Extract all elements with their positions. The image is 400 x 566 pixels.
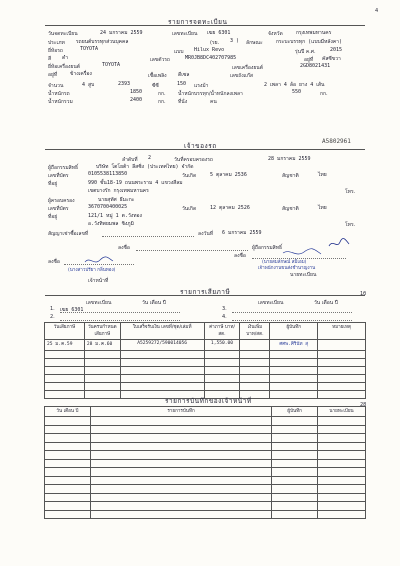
tax-cell [45,375,85,383]
tax-cell [204,375,240,383]
style-value: กระบะบรรทุก (แบบมีหลังคา) [276,39,342,45]
notes-cell [318,468,366,477]
notes-cell [45,451,91,460]
registrar-title: เจ้าพนักงานขนส่งชำนาญงาน [258,266,316,271]
tax-cell [45,391,85,399]
cyl-value: 4 สูบ [82,82,95,88]
notes-cell [45,442,91,451]
rs-label: (รย. [210,40,220,46]
tax-cell [270,367,318,375]
province-label: จังหวัด [268,31,283,37]
type-label: ประเภท [48,40,65,46]
notes-cell [45,502,91,511]
reg-date-value: 24 มกราคม 2559 [100,30,143,36]
table-row [45,340,366,351]
notes-cell [45,417,91,426]
tax-col-surcharge: เงินเพิ่ม บาท/สต. [240,323,270,340]
dob-label: วันเกิด [182,173,197,179]
tax-top-n3: 3. [222,306,227,312]
notes-cell [45,510,91,519]
notes-cell [45,476,91,485]
seq-value: 2 [148,155,152,161]
table-row [45,502,366,511]
model-value: Hilux Revo [194,47,225,53]
table-row [45,476,366,485]
load-value: 550 [292,89,302,95]
tax-cell [84,351,120,359]
rs-value: 3 ) [230,38,240,44]
haddr-line2: อ.วังทิพยมพล ชิงภูมิ [88,221,134,227]
tax-cell [240,375,270,383]
dob-value: 5 ตุลาคม 2536 [210,172,247,178]
notes-cell [45,434,91,443]
notes-cell [90,510,271,519]
table-row [45,468,366,477]
table-row [45,451,366,460]
notes-cell [45,459,91,468]
sign2-role: เจ้าหน้าที่ [88,278,109,284]
load-label: น้ำหนักบรรทุก/น้ำหนักลงเพลา [178,91,243,97]
engine-brand-label: ยี่ห้อเครื่องยนต์ [48,64,81,70]
sign1-role: ผู้ถือกรรมสิทธิ์ [252,245,283,251]
notes-cell [272,417,318,426]
notes-cell [318,476,366,485]
reg-date-label: วันจดทะเบียน [48,31,78,37]
serial-number: A5802961 [322,138,351,145]
section-title-registration: รายการจดทะเบียน [168,18,228,26]
notes-cell [90,468,271,477]
notes-cell [45,468,91,477]
section-title-notes: รายการบันทึกของเจ้าหน้าที่ [165,397,252,405]
tax-cell [84,359,120,367]
notes-cell [272,493,318,502]
tax-hdr-reg-2: เลขทะเบียน [258,300,284,306]
id-label: เลขที่บัตร [48,173,69,179]
notes-cell [272,485,318,494]
reg-no-value: เฆย 6301 [207,30,231,36]
officer-name: (นางสาวปรียา กลิ่นทอง) [68,268,116,273]
hid-label: เลขที่บัตร [48,206,69,212]
tax-cell [120,351,204,359]
section-title-tax: รายการเสียภาษี [180,288,231,296]
haddr-line1: 121/1 หมู่ 1 ต.วังทอง [88,213,142,219]
notes-cell [318,502,366,511]
hid-value: 3670700400025 [88,204,128,210]
notes-cell [272,425,318,434]
notes-cell [45,485,91,494]
type-value: รถยนต์บรรทุกส่วนบุคคล [76,39,129,45]
tax-cell [318,383,366,391]
tax-cell [270,359,318,367]
reg-no-label: เลขทะเบียน [172,31,198,37]
notes-cell [90,476,271,485]
seq-label: ลำดับที่ [122,157,138,163]
tax-cell [204,359,240,367]
table-row [45,367,366,375]
hdob-label: วันเกิด [182,206,197,212]
fuel-label: เชื้อเพลิง [148,73,167,79]
tax-cell [84,391,120,399]
addr-line2: เขตบางรัก กรุงเทพมหานคร [88,188,149,194]
notes-cell [318,510,366,519]
tax-cell [204,383,240,391]
tax-cell [84,383,120,391]
notes-cell [90,485,271,494]
haddr-label: ที่อยู่ [48,214,58,220]
year-value: 2015 [330,47,343,53]
notes-cell [272,510,318,519]
tax-cell [318,351,366,359]
tax-cell: A5259272/590014056 [120,340,204,351]
table-row [45,425,366,434]
table-row [45,375,366,383]
notes-col-recorder: ผู้บันทึก [272,407,318,417]
tax-cell [318,340,366,351]
tax-cell [240,383,270,391]
table-row [45,493,366,502]
officer-signature [84,256,114,266]
notes-page-no: 28 [360,402,367,408]
addr-label: ที่อยู่ [48,181,58,187]
sign3-role: นายทะเบียน [290,272,317,278]
table-row [45,510,366,519]
engine-no-label: เลขเครื่องยนต์ [232,65,263,71]
nat-label: สัญชาติ [282,173,299,179]
notes-cell [318,434,366,443]
notes-cell [272,442,318,451]
tax-cell [45,367,85,375]
chassis-pos-label: อยู่ที่ [304,57,314,63]
style-label: ลักษณะ [246,40,263,46]
tax-cell [318,391,366,399]
registrar-signature [282,248,322,258]
hp-value: 150 [177,81,187,87]
fuel-value: ดีเซล [178,72,190,78]
table-row [45,485,366,494]
notes-cell [318,451,366,460]
notes-cell [272,476,318,485]
notes-cell [318,493,366,502]
tax-cell [240,367,270,375]
weight-value: 1850 [130,89,143,95]
notes-cell [90,434,271,443]
tax-col-due-date: วันครบกำหนดเสียภาษี [84,323,120,340]
notes-col-entry: รายการบันทึก [90,407,271,417]
holder-value: นายสุทัศ ธีมะกะ [98,197,135,203]
holder-label: ผู้ครอบครอง [48,198,75,204]
notes-cell [90,459,271,468]
own-date-label: วันที่ครอบครองรถ [174,157,213,163]
model-label: แบบ [174,49,184,55]
brand-label: ยี่ห้อรถ [48,48,63,54]
cyl-label: จำนวน [48,83,64,89]
tax-table [44,322,366,399]
province-value: กรุงเทพมหานคร [296,30,332,36]
tax-cell [120,383,204,391]
owner-signature [328,238,350,250]
engine-brand-value: TOYOTA [102,62,121,68]
tax-col-paid-date: วันเสียภาษี [45,323,85,340]
tax-cell [270,383,318,391]
tank-label: เลขถังแก๊ส [230,73,253,79]
tax-hdr-date-1: วัน เดือน ปี [142,300,166,306]
tax-cell: 25 ม.ค.59 [45,340,85,351]
tax-top-n4: 4. [222,314,227,320]
notes-cell [318,417,366,426]
tax-cell [240,359,270,367]
notes-cell [272,502,318,511]
tax-top-n2: 2. [50,314,55,320]
owner-label: ผู้ถือกรรมสิทธิ์ [48,165,79,171]
notes-table [44,406,366,519]
hp-label: แรงม้า [194,83,209,89]
table-row [45,442,366,451]
notes-cell [45,493,91,502]
notes-cell [90,493,271,502]
tax-cell [270,391,318,399]
tax-hdr-date-2: วัน เดือน ปี [314,300,338,306]
total-value: 2400 [130,97,143,103]
notes-cell [272,468,318,477]
wheel-value: 2 เพลา 4 ล้อ ยาง 4 เส้น [264,82,325,88]
tax-cell [240,351,270,359]
notes-col-date: วัน เดือน ปี [45,407,91,417]
cc-value: 2393 [118,81,131,87]
engine-no-value: 2GD8021431 [300,63,331,69]
tax-cell [120,375,204,383]
chassis-pos-value: คัสซีขวา [322,56,341,62]
cc-label: ซีซี [152,83,159,89]
engine-pos-label: อยู่ที่ [48,72,58,78]
notes-cell [318,425,366,434]
notes-cell [90,451,271,460]
load-unit: กก. [320,91,328,97]
table-row [45,459,366,468]
tax-cell [318,367,366,375]
tax-cell [318,375,366,383]
nat-value: ไทย [318,172,327,178]
table-row [45,359,366,367]
chassis-value: MR0JB8DC402707985 [185,55,237,61]
tax-cell [270,351,318,359]
sign2-label: ลงชื่อ [48,259,60,265]
tax-cell [318,359,366,367]
registrar-name: (นายสมลักษณ์ สมิเอม) [262,260,307,265]
notes-cell [318,442,366,451]
tax-top-reg1: เฆย 6301 [60,307,84,313]
year-label: รุ่นปี ค.ศ. [295,49,316,55]
tax-col-recorder: ผู้บันทึก [270,323,318,340]
tax-cell [120,367,204,375]
section-title-owner: เจ้าของรถ [184,142,217,150]
table-row [45,383,366,391]
htel-label: โทร. [345,222,356,228]
seat-unit: คน [210,99,217,105]
hdob-value: 12 ตุลาคม 2526 [210,205,250,211]
notes-cell [272,451,318,460]
total-label: น้ำหนักรวม [48,99,73,105]
contract-label: สัญญาเช่าซื้อเลขที่ [48,231,89,237]
notes-col-registrar: นายทะเบียน [318,407,366,417]
weight-unit: กก. [158,91,166,97]
contract-date-label: ลงวันที่ [198,231,214,237]
tax-col-receipt: ใบเสร็จรับเงิน เลขที่/ชุด/เล่มที่ [120,323,204,340]
tax-col-remark: หมายเหตุ [318,323,366,340]
tax-top-n1: 1. [50,306,55,312]
owner-value: บริษัท โตโยต้า ลีสซิ่ง (ประเทศไทย) จำกัด [96,164,194,170]
tax-col-tax: ค่าภาษี บาท/สต. [204,323,240,340]
sign1-label: ลงชื่อ [118,245,130,251]
total-unit: กก. [158,99,166,105]
tax-cell [84,367,120,375]
color-label: สี [48,56,52,62]
notes-cell [272,434,318,443]
notes-cell [90,442,271,451]
tax-cell [45,359,85,367]
engine-pos-value: ข้างเครื่อง [70,71,92,77]
page-mark: 4 [375,8,379,14]
chassis-label: เลขตัวรถ [150,57,170,63]
tax-cell [270,375,318,383]
tax-cell [45,383,85,391]
notes-cell [318,459,366,468]
tel-label: โทร. [345,189,356,195]
sign3-label: ลงชื่อ [234,253,246,259]
tax-cell [120,359,204,367]
tax-cell: 28 ม.ค.60 [84,340,120,351]
contract-date-value: 6 มกราคม 2559 [222,230,262,236]
seat-label: ที่นั่ง [178,99,188,105]
tax-cell [204,367,240,375]
notes-cell [90,417,271,426]
addr-line1: 990 ชั้น18-19 ถนนพระราม 4 แขวงสีลม [88,180,183,186]
hnat-label: สัญชาติ [282,206,299,212]
tax-cell: ศศพ.ศิรินัท สุ [270,340,318,351]
notes-cell [318,485,366,494]
tax-cell [84,375,120,383]
notes-cell [272,459,318,468]
tax-page-no: 1б [360,291,367,297]
table-row [45,417,366,426]
table-row [45,434,366,443]
tax-hdr-reg-1: เลขทะเบียน [86,300,112,306]
notes-cell [90,425,271,434]
color-value: ดำ [62,55,69,61]
table-row [45,351,366,359]
own-date-value: 28 มกราคม 2559 [268,156,311,162]
tax-cell: 1,550.00 [204,340,240,351]
id-value: 0105538113850 [88,171,128,177]
weight-label: น้ำหนักรถ [48,91,70,97]
brand-value: TOYOTA [80,46,99,52]
tax-cell [45,351,85,359]
hnat-value: ไทย [318,205,327,211]
notes-cell [45,425,91,434]
tax-cell [240,340,270,351]
notes-cell [90,502,271,511]
tax-cell [204,351,240,359]
